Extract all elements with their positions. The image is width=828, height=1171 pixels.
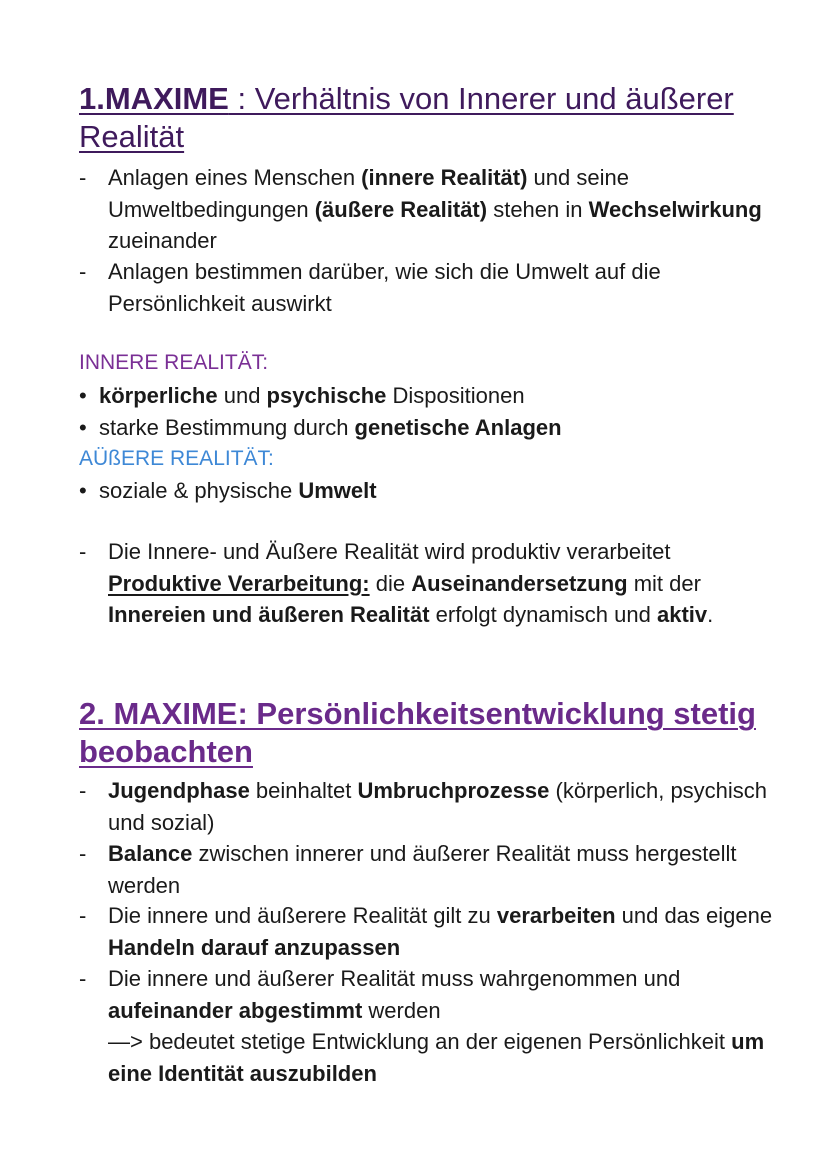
section1-heading-text: : Verhältnis von Innerer und äußerer Realität xyxy=(79,81,734,154)
text-run: starke Bestimmung durch xyxy=(99,415,355,440)
text-run: . xyxy=(707,602,714,627)
inner-reality-label: INNERE REALITÄT: xyxy=(79,351,269,374)
bold-run: Jugendphase xyxy=(108,778,250,803)
text-run: (körperlich, psychisch und sozial) xyxy=(108,778,768,835)
conclusion-text: —> bedeutet stetige Entwicklung an der eigenen Persönlichkeit xyxy=(108,1029,732,1054)
bold-run: körperliche xyxy=(99,383,218,408)
text-run: die xyxy=(369,570,412,596)
section2-item-2 xyxy=(79,838,788,901)
productive-processing-label: Produktive Verarbeitung: xyxy=(108,570,370,596)
text-run: Dispositionen xyxy=(386,383,525,408)
inner-reality-item-2 xyxy=(79,412,788,444)
bold-run: Wechselwirkung xyxy=(588,196,762,222)
section2-item-4 xyxy=(79,963,788,1089)
dash-marker: - xyxy=(79,259,87,284)
text-run: erfolgt dynamisch und xyxy=(429,602,657,627)
bold-run: Umwelt xyxy=(298,478,377,503)
bullet-marker: • xyxy=(79,415,87,440)
text-run: Die Innere- und Äußere Realität wird produktiv verarbeitet xyxy=(108,539,671,564)
text-run: werden xyxy=(362,997,441,1023)
section2-item-2-text xyxy=(108,838,788,901)
section1-item-1-text xyxy=(108,162,788,257)
text-run: und xyxy=(217,383,267,408)
section2-item-4-text xyxy=(108,963,788,1089)
bold-run: (äußere Realität) xyxy=(314,196,488,222)
bold-run: verarbeiten xyxy=(496,903,616,928)
text-run: zueinander xyxy=(108,228,217,253)
dash-marker: - xyxy=(79,165,87,190)
bold-run: Auseinandersetzung xyxy=(411,570,628,596)
dash-marker: - xyxy=(79,903,87,928)
bullet-marker: • xyxy=(79,478,87,503)
text-run: und das eigene xyxy=(615,903,773,928)
bold-run: Umbruchprozesse xyxy=(357,778,550,803)
inner-reality-item-1-text xyxy=(99,380,788,412)
text-run: Die innere und äußerere Realität gilt zu xyxy=(108,903,497,928)
section2-item-1 xyxy=(79,775,788,838)
bold-run: Handeln darauf anzupassen xyxy=(108,934,401,960)
text-run: mit der xyxy=(627,570,701,596)
text-run: Anlagen eines Menschen xyxy=(108,165,362,190)
outer-reality-label: AÜßERE REALITÄT: xyxy=(79,447,274,470)
section1-heading-number: 1.MAXIME xyxy=(79,81,229,116)
bold-run: Balance xyxy=(108,841,193,866)
outer-reality-item-1-text xyxy=(99,475,788,507)
dash-marker: - xyxy=(79,966,87,991)
text-run: soziale & physische xyxy=(99,478,299,503)
section2-item-3 xyxy=(79,900,788,963)
text-run: Die innere und äußerer Realität muss wahrgenommen und xyxy=(108,966,681,991)
dash-marker: - xyxy=(79,778,87,803)
section1-processing xyxy=(79,536,788,631)
section1-item-2-text: Anlagen bestimmen darüber, wie sich die Umwelt auf die Persönlichkeit auswirkt xyxy=(108,259,661,316)
section1-item-2 xyxy=(79,256,788,319)
section1-item-1 xyxy=(79,162,788,257)
text-run: zwischen innerer und äußerer Realität muss hergestellt werden xyxy=(108,841,737,898)
section2-heading: 2. MAXIME: Persönlichkeitsentwicklung stetig beobachten xyxy=(79,696,756,769)
conclusion-bold: um eine Identität auszubilden xyxy=(108,1029,765,1086)
inner-reality-item-1 xyxy=(79,380,788,412)
section2-item-1-text xyxy=(108,775,788,838)
text-run: stehen in xyxy=(487,196,589,222)
bold-run: Innereien und äußeren Realität xyxy=(108,602,430,627)
outer-reality-item-1 xyxy=(79,475,788,507)
dash-marker: - xyxy=(79,539,87,564)
bold-run: (innere Realität) xyxy=(361,165,528,190)
bold-run: psychische xyxy=(266,383,387,408)
dash-marker: - xyxy=(79,841,87,866)
bullet-marker: • xyxy=(79,383,87,408)
text-run: beinhaltet xyxy=(249,778,358,803)
inner-reality-item-2-text xyxy=(99,412,788,444)
section2-item-3-text xyxy=(108,900,788,963)
section1-processing-text xyxy=(108,536,788,631)
bold-run: aufeinander abgestimmt xyxy=(108,997,363,1023)
bold-run: aktiv xyxy=(656,602,708,627)
text-run: und seine Umweltbedingungen xyxy=(108,165,629,222)
bold-run: genetische Anlagen xyxy=(354,415,562,440)
section1-heading xyxy=(0,80,808,156)
